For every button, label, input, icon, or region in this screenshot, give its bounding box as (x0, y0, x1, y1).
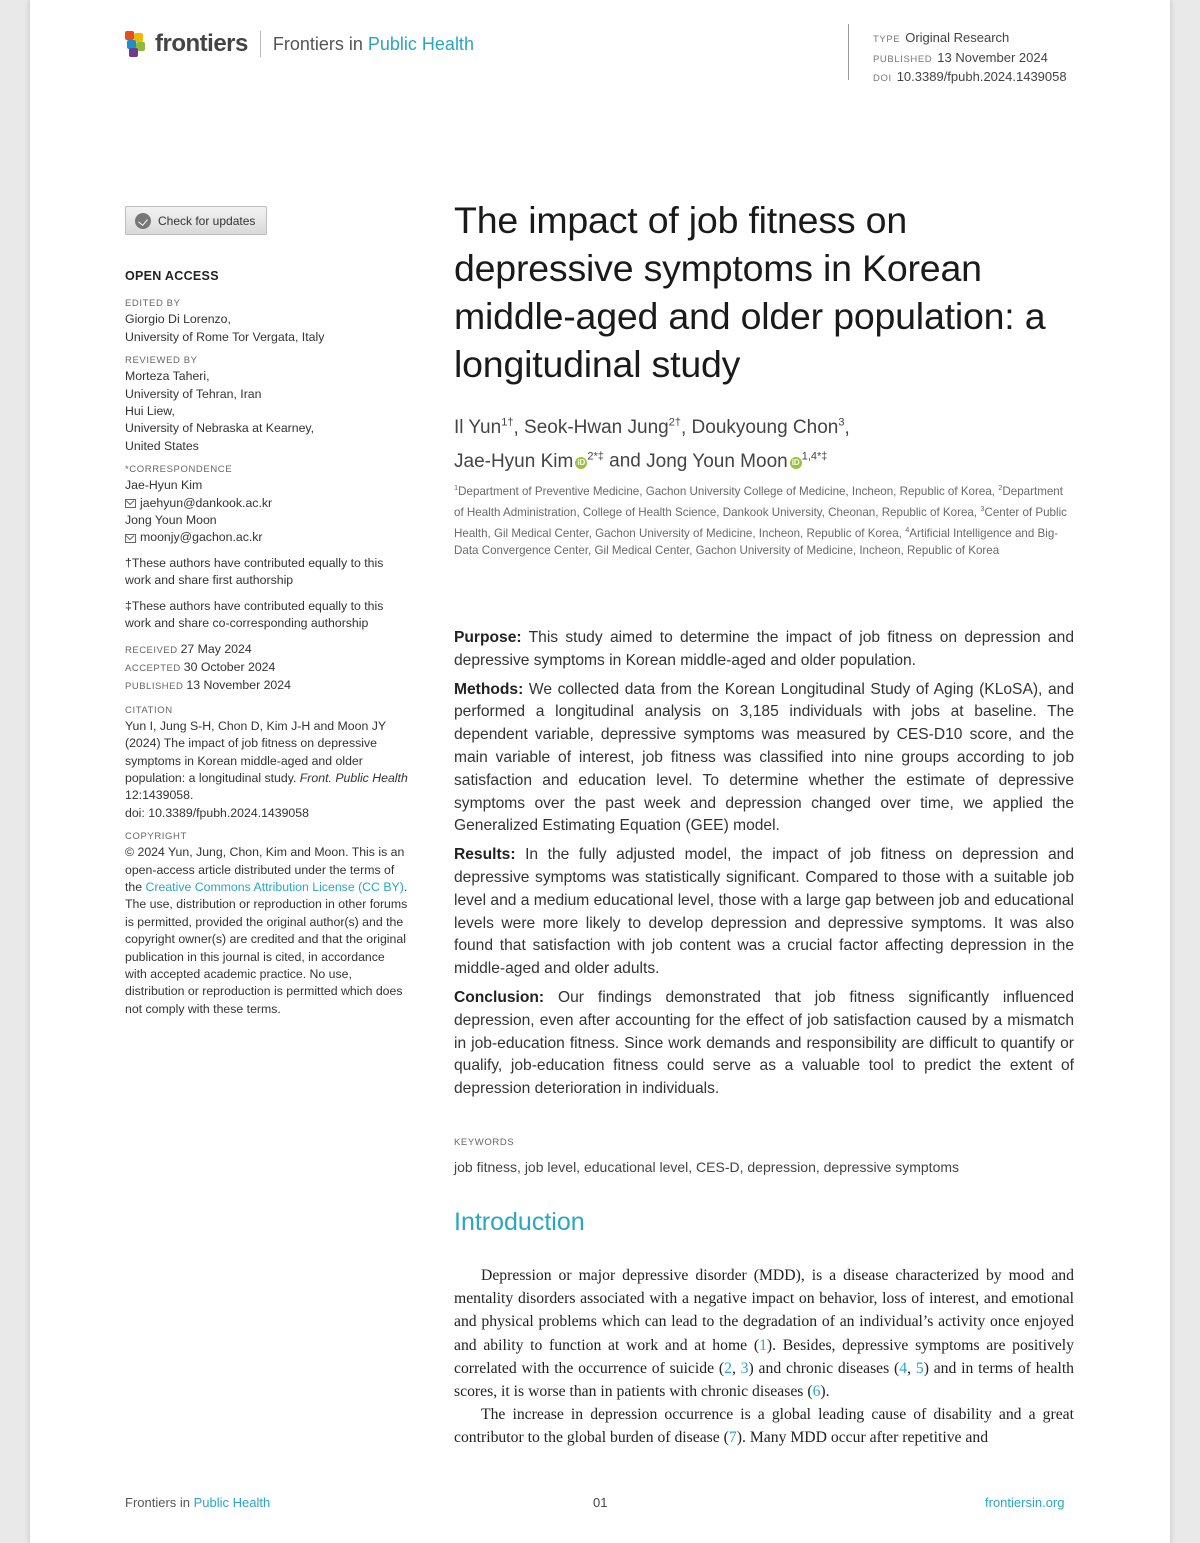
introduction-body (454, 1264, 1074, 1450)
received-date: RECEIVED 27 May 2024 (125, 641, 252, 656)
article-title: The impact of job fitness on depressive symptoms in Korean middle-aged and older population: a longitudinal study (454, 199, 1046, 385)
abstract-methods: Methods: We collected data from the Korean Longitudinal Study of Aging (KLoSA), and performed a longitudinal analysis on 3,185 individuals with jobs at baseline. The dependent variable, depressive symptoms was measured by CES-D10 score, and the main variable of interest, job fitness was classified into nine groups according to job satisfaction and education level. To determine whether the estimate of depressive symptoms over the past week and depression changed over time, we applied the Generalized Estimating Equation (GEE) model. (454, 680, 1074, 835)
section-heading-introduction: Introduction (454, 1208, 585, 1236)
reference-link[interactable]: 1 (759, 1336, 767, 1354)
keywords-label: KEYWORDS (454, 1137, 515, 1148)
abstract-results: Results: In the fully adjusted model, the impact of job fitness on depression and depressive symptoms was statistically significant. Compared to those with a suitable job level and a medium educational level, those with a large gap between job and educational levels were more likely to develop depression and depressive symptoms. It was also found that satisfaction with job content was a crucial factor affecting depression in the middle-aged and older adults. (454, 846, 1074, 978)
author[interactable]: Seok-Hwan Jung$^{2\dagger}$ (524, 417, 681, 439)
accepted-date: ACCEPTED 30 October 2024 (125, 659, 276, 674)
copyright-text: © 2024 Yun, Jung, Chon, Kim and Moon. This is an open-access article distributed under the terms of the Creative Commons Attribution License (CC BY). The use, distribution or reproduction in other forums is permitted, provided the original author(s) and the copyright owner(s) are credited and that the original publication in this journal is cited, in accordance with accepted academic practice. No use, distribution or reproduction is permitted which does not comply with these terms. (125, 845, 408, 1016)
reviewer-country: United States (125, 438, 199, 453)
sidebar (125, 268, 410, 1018)
correspondent-name: Jong Youn Moon (125, 513, 217, 528)
header-divider (260, 31, 261, 57)
reviewer-affiliation: University of Tehran, Iran (125, 386, 262, 401)
meta-doi[interactable]: DOI 10.3389/fpubh.2024.1439058 (873, 69, 1067, 84)
paragraph: Depression or major depressive disorder (MDD), is a disease characterized by mood and mentality disorders associated with a negative impact on behavior, loss of interest, and emotional and physical problems which can lead to the degradation of an individual’s activity once enjoyed and ability to function at work and at home (1). Besides, depressive symptoms are positively correlated with the occurrence of suicide (2, 3) and chronic diseases (4, 5) and in terms of health scores, it is worse than in patients with chronic diseases (6). (454, 1267, 1075, 1401)
reference-link[interactable]: 5 (915, 1359, 924, 1377)
meta-published: PUBLISHED 13 November 2024 (873, 49, 1048, 65)
author[interactable]: Il Yun$^{1\dagger}$ (454, 417, 514, 439)
abstract (454, 627, 1074, 1107)
envelope-icon (125, 499, 136, 508)
correspondent-email[interactable]: jaehyun@dankook.ac.kr (125, 495, 410, 512)
paper-page (30, 0, 1170, 1543)
correspondent-email[interactable]: moonjy@gachon.ac.kr (125, 529, 410, 546)
co-corresponding-note: ‡These authors have contributed equally to this work and share co-corresponding authorship (125, 598, 384, 631)
check-updates-label: Check for updates (158, 213, 256, 228)
check-updates-icon (135, 213, 151, 229)
check-for-updates-button[interactable] (125, 206, 267, 235)
author[interactable]: Doukyoung Chon$^3$ (691, 417, 845, 439)
author[interactable]: Jong Youn Moon iD $^{1,4*\ddagger}$ (646, 450, 828, 472)
copyright-label: COPYRIGHT (125, 831, 187, 843)
paragraph: The increase in depression occurrence is a global leading cause of disability and a great contributor to the global burden of disease (7). Many MDD occur after repetitive and (454, 1406, 1074, 1447)
license-link[interactable]: Creative Commons Attribution License (CC BY) (145, 879, 404, 894)
publisher-name[interactable]: frontiers (155, 30, 248, 57)
open-access-label: OPEN ACCESS (125, 269, 219, 283)
citation-text: Yun I, Jung S-H, Chon D, Kim J-H and Moon JY (2024) The impact of job fitness on depressive symptoms in Korean middle-aged and older population: a longitudinal study. Front. Public Health 12:1439058. doi: 10.3389/fpubh.2024.1439058 (125, 718, 408, 820)
keywords: job fitness, job level, educational level, CES-D, depression, depressive symptoms (454, 1159, 960, 1175)
reference-link[interactable]: 4 (899, 1359, 908, 1377)
reviewer-name: Hui Liew, (125, 404, 175, 419)
meta-type: TYPE Original Research (873, 30, 1010, 45)
correspondent-name: Jae-Hyun Kim (125, 478, 203, 493)
affiliations: $^1$Department of Preventive Medicine, Gachon University College of Medicine, Incheon, Republic of Korea, $^2$Department of Health Administration, College of Health Science, Dankook University, Cheonan, Republic of Korea, $^3$Center of Public Health, Gil Medical Center, Gachon University of Medicine, Incheon, Republic of Korea, $^4$Artificial Intelligence and Big-Data Convergence Center, Gil Medical Center, Gachon University of Medicine, Incheon, Republic of Korea (454, 483, 1067, 558)
edited-by-label: EDITED BY (125, 298, 181, 310)
envelope-icon (125, 534, 136, 543)
reference-link[interactable]: 3 (740, 1359, 749, 1377)
page-number: 01 (593, 1495, 608, 1510)
equal-contribution-note: †These authors have contributed equally to this work and share first authorship (125, 555, 384, 588)
journal-name[interactable]: Frontiers in Public Health (272, 33, 474, 54)
orcid-icon[interactable]: iD (577, 457, 586, 467)
editor-affiliation: University of Rome Tor Vergata, Italy (125, 329, 325, 344)
published-date: PUBLISHED 13 November 2024 (125, 678, 291, 693)
reference-link[interactable]: 2 (724, 1359, 732, 1377)
footer-journal[interactable]: Frontiers in Public Health (125, 1495, 271, 1510)
abstract-conclusion: Conclusion: Our findings demonstrated that job fitness significantly influenced depression, even after accounting for the effect of job satisfaction caused by a mismatch in job-education fitness. Since work demands and responsibility are difficult to quantify or qualify, job-education fitness could serve as a valuable tool to predict the extent of depression deterioration in individuals. (454, 988, 1074, 1098)
journal-header (125, 30, 474, 58)
reviewer-name: Morteza Taheri, (125, 369, 210, 384)
frontiers-logo-icon (125, 31, 149, 57)
author-list: Il Yun$^{1\dagger}$, Seok-Hwan Jung$^{2\dagger}$, Doukyoung Chon$^3$, Jae-Hyun Kim iD $^{2*\ddagger}$ and Jong Youn Moon iD $^{1,4*\ddagger}$ (454, 417, 850, 472)
reviewer-affiliation: University of Nebraska at Kearney, (125, 421, 315, 436)
abstract-purpose: Purpose: This study aimed to determine the impact of job fitness on depression and depressive symptoms in Korean middle-aged and older population. (454, 629, 1074, 669)
editor-name: Giorgio Di Lorenzo, (125, 312, 231, 327)
reviewed-by-label: REVIEWED BY (125, 355, 198, 367)
article-meta (873, 29, 1067, 88)
reference-link[interactable]: 7 (728, 1429, 737, 1447)
orcid-icon[interactable]: iD (791, 457, 800, 467)
reference-link[interactable]: 6 (812, 1383, 821, 1401)
author[interactable]: Jae-Hyun Kim iD $^{2*\ddagger}$ (454, 450, 604, 472)
citation-label: CITATION (125, 704, 173, 716)
meta-divider (848, 24, 849, 80)
correspondence-label: *CORRESPONDENCE (125, 464, 233, 476)
footer-site-link[interactable]: frontiersin.org (985, 1495, 1065, 1510)
